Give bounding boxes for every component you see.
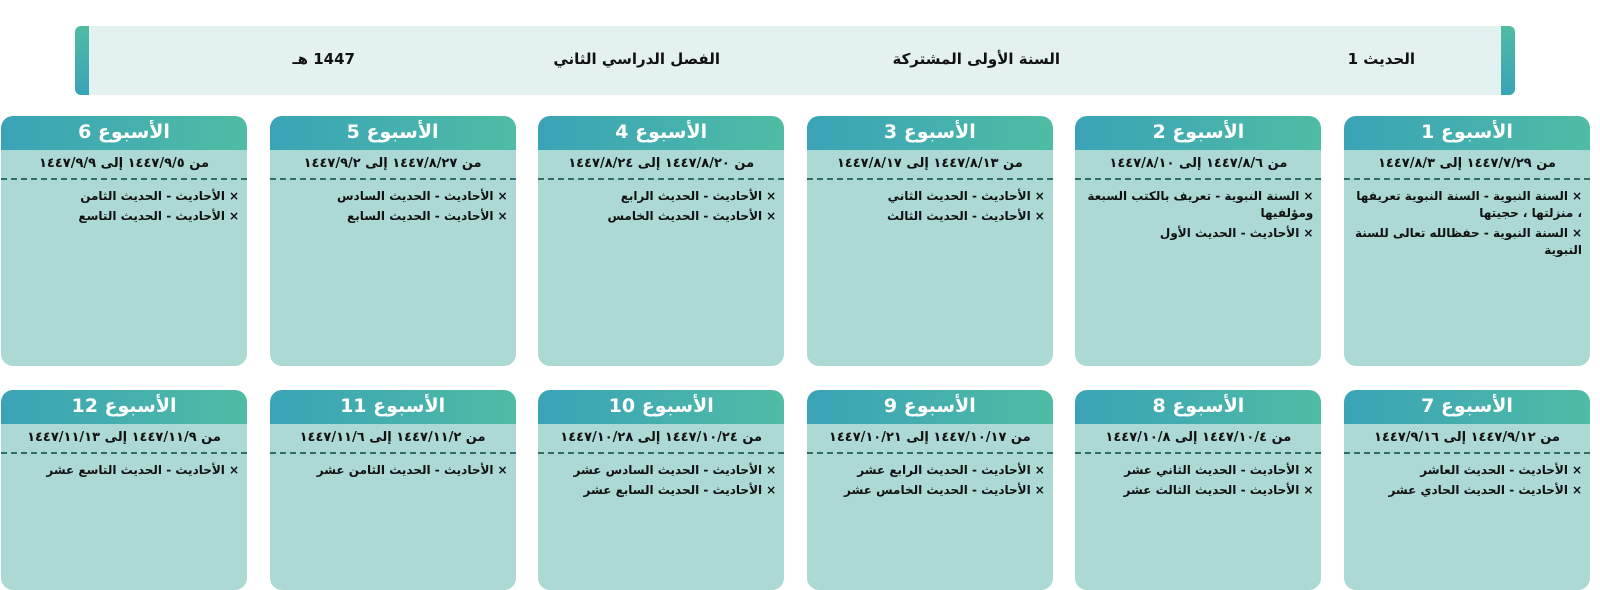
bullet-x-icon: × xyxy=(1571,189,1582,203)
topic-item xyxy=(546,482,776,499)
topic-text: الأحاديث - الحديث التاسع عشر xyxy=(46,463,225,477)
week-title: الأسبوع 12 xyxy=(1,390,247,424)
week-title: الأسبوع 2 xyxy=(1075,116,1321,150)
week-date-range: من ١٤٤٧/١٠/١٧ إلى ١٤٤٧/١٠/٢١ xyxy=(828,430,1031,445)
topic-list xyxy=(807,188,1053,225)
topic-item xyxy=(815,462,1045,479)
week-date-range: من ١٤٤٧/١١/٩ إلى ١٤٤٧/١١/١٣ xyxy=(27,430,221,445)
dashed-divider xyxy=(1075,452,1321,454)
dashed-divider xyxy=(1075,178,1321,180)
topic-item xyxy=(9,208,239,225)
bullet-x-icon: × xyxy=(228,463,239,477)
topic-item xyxy=(278,462,508,479)
topic-text: الأحاديث - الحديث السادس عشر xyxy=(573,463,763,477)
topic-item xyxy=(1352,188,1582,222)
bullet-x-icon: × xyxy=(766,463,777,477)
week-date-range: من ١٤٤٧/١٠/٢٤ إلى ١٤٤٧/١٠/٢٨ xyxy=(560,430,763,445)
week-date-range: من ١٤٤٧/٨/١٣ إلى ١٤٤٧/٨/١٧ xyxy=(836,156,1023,171)
bullet-x-icon: × xyxy=(1303,226,1314,240)
dashed-divider xyxy=(270,178,516,180)
topic-item xyxy=(1083,225,1313,242)
topic-item xyxy=(1083,482,1313,499)
topic-text: الأحاديث - الحديث العاشر xyxy=(1420,463,1568,477)
topic-text: الأحاديث - الحديث الرابع xyxy=(620,189,763,203)
info-bar-cap-right xyxy=(1501,26,1515,95)
week-date-range: من ١٤٤٧/٨/٢٠ إلى ١٤٤٧/٨/٢٤ xyxy=(568,156,755,171)
page-title xyxy=(590,0,1050,6)
bullet-x-icon: × xyxy=(1571,463,1582,477)
bullet-x-icon: × xyxy=(1034,189,1045,203)
week-date-range: من ١٤٤٧/٩/٥ إلى ١٤٤٧/٩/٩ xyxy=(38,156,210,171)
dashed-divider xyxy=(1344,452,1590,454)
info-bar xyxy=(75,26,1515,95)
bullet-x-icon: × xyxy=(1571,226,1582,240)
topic-text: الأحاديث - الحديث الخامس عشر xyxy=(844,483,1031,497)
topic-item xyxy=(1352,225,1582,259)
week-card xyxy=(807,116,1053,366)
topic-item xyxy=(815,188,1045,205)
dashed-divider xyxy=(807,452,1053,454)
topic-item xyxy=(546,208,776,225)
topic-text: الأحاديث - الحديث الرابع عشر xyxy=(857,463,1031,477)
topic-text: الأحاديث - الحديث الحادي عشر xyxy=(1388,483,1568,497)
topic-list xyxy=(1344,462,1590,499)
dashed-divider xyxy=(1,178,247,180)
bullet-x-icon: × xyxy=(1034,483,1045,497)
topic-text: الأحاديث - الحديث الثاني عشر xyxy=(1124,463,1300,477)
week-title: الأسبوع 10 xyxy=(538,390,784,424)
topic-item xyxy=(546,188,776,205)
topic-item xyxy=(546,462,776,479)
info-bar-cap-left xyxy=(75,26,89,95)
dashed-divider xyxy=(1344,178,1590,180)
week-title: الأسبوع 1 xyxy=(1344,116,1590,150)
week-card xyxy=(270,390,516,590)
bullet-x-icon: × xyxy=(1303,483,1314,497)
topic-list xyxy=(270,462,516,479)
topic-text: الأحاديث - الحديث التاسع xyxy=(78,209,225,223)
bullet-x-icon: × xyxy=(766,209,777,223)
bullet-x-icon: × xyxy=(228,189,239,203)
bullet-x-icon: × xyxy=(1303,189,1314,203)
topic-item xyxy=(1083,462,1313,479)
week-card xyxy=(1,390,247,590)
week-title: الأسبوع 3 xyxy=(807,116,1053,150)
dashed-divider xyxy=(270,452,516,454)
bullet-x-icon: × xyxy=(1034,463,1045,477)
topic-list xyxy=(1075,188,1321,242)
topic-item xyxy=(1083,188,1313,222)
bullet-x-icon: × xyxy=(1034,209,1045,223)
topic-list xyxy=(1,462,247,479)
week-card xyxy=(1344,390,1590,590)
week-date-range: من ١٤٤٧/٩/١٢ إلى ١٤٤٧/٩/١٦ xyxy=(1374,430,1560,445)
dashed-divider xyxy=(538,178,784,180)
hadith-label: الحديث 1 xyxy=(1347,50,1415,68)
bullet-x-icon: × xyxy=(228,209,239,223)
hijri-year-label: 1447 هـ xyxy=(292,50,355,68)
week-title: الأسبوع 6 xyxy=(1,116,247,150)
topic-text: الأحاديث - الحديث السادس xyxy=(336,189,494,203)
week-title: الأسبوع 8 xyxy=(1075,390,1321,424)
topic-text: الأحاديث - الحديث الثامن عشر xyxy=(316,463,494,477)
topic-item xyxy=(815,482,1045,499)
bullet-x-icon: × xyxy=(497,209,508,223)
topic-list xyxy=(538,188,784,225)
week-card xyxy=(538,390,784,590)
bullet-x-icon: × xyxy=(497,189,508,203)
week-date-range: من ١٤٤٧/١٠/٤ إلى ١٤٤٧/١٠/٨ xyxy=(1105,430,1292,445)
week-title: الأسبوع 5 xyxy=(270,116,516,150)
semester-label: الفصل الدراسي الثاني xyxy=(553,50,720,68)
topic-text: الأحاديث - الحديث الثالث عشر xyxy=(1123,483,1300,497)
topic-list xyxy=(807,462,1053,499)
week-card xyxy=(1075,390,1321,590)
topic-text: السنة النبوية - حفظالله تعالى للسنة النبوية xyxy=(1354,226,1582,257)
week-card xyxy=(1075,116,1321,366)
bullet-x-icon: × xyxy=(1303,463,1314,477)
week-title: الأسبوع 9 xyxy=(807,390,1053,424)
week-date-range: من ١٤٤٧/٧/٢٩ إلى ١٤٤٧/٨/٣ xyxy=(1378,156,1556,171)
topic-text: الأحاديث - الحديث السابع xyxy=(347,209,494,223)
week-title: الأسبوع 4 xyxy=(538,116,784,150)
topic-list xyxy=(1075,462,1321,499)
topic-text: الأحاديث - الحديث الأول xyxy=(1159,226,1300,240)
year-label: السنة الأولى المشتركة xyxy=(892,50,1060,68)
topic-list xyxy=(1,188,247,225)
topic-item xyxy=(1352,462,1582,479)
dashed-divider xyxy=(1,452,247,454)
topic-list xyxy=(1344,188,1590,259)
week-title: الأسبوع 7 xyxy=(1344,390,1590,424)
topic-text: الأحاديث - الحديث الثامن xyxy=(80,189,225,203)
bullet-x-icon: × xyxy=(497,463,508,477)
week-card xyxy=(1,116,247,366)
topic-item xyxy=(9,188,239,205)
topic-item xyxy=(815,208,1045,225)
week-date-range: من ١٤٤٧/١١/٢ إلى ١٤٤٧/١١/٦ xyxy=(299,430,486,445)
week-title: الأسبوع 11 xyxy=(270,390,516,424)
bullet-x-icon: × xyxy=(1571,483,1582,497)
topic-text: السنة النبوية - السنة النبوية تعريفها ، منزلتها ، حجيتها xyxy=(1356,189,1582,220)
week-card xyxy=(1344,116,1590,366)
week-date-range: من ١٤٤٧/٨/٢٧ إلى ١٤٤٧/٩/٢ xyxy=(303,156,482,171)
week-date-range: من ١٤٤٧/٨/٦ إلى ١٤٤٧/٨/١٠ xyxy=(1109,156,1288,171)
week-card xyxy=(270,116,516,366)
topic-list xyxy=(538,462,784,499)
topic-text: الأحاديث - الحديث الثالث xyxy=(887,209,1031,223)
topic-item xyxy=(9,462,239,479)
topic-text: الأحاديث - الحديث الخامس xyxy=(607,209,763,223)
topic-text: الأحاديث - الحديث السابع عشر xyxy=(583,483,763,497)
topic-item xyxy=(278,188,508,205)
week-card xyxy=(538,116,784,366)
dashed-divider xyxy=(807,178,1053,180)
topic-list xyxy=(270,188,516,225)
topic-item xyxy=(278,208,508,225)
bullet-x-icon: × xyxy=(766,189,777,203)
topic-item xyxy=(1352,482,1582,499)
bullet-x-icon: × xyxy=(766,483,777,497)
dashed-divider xyxy=(538,452,784,454)
topic-text: السنة النبوية - تعريف بالكتب السبعة ومؤلفيها xyxy=(1087,189,1314,220)
week-card xyxy=(807,390,1053,590)
topic-text: الأحاديث - الحديث الثاني xyxy=(887,189,1031,203)
